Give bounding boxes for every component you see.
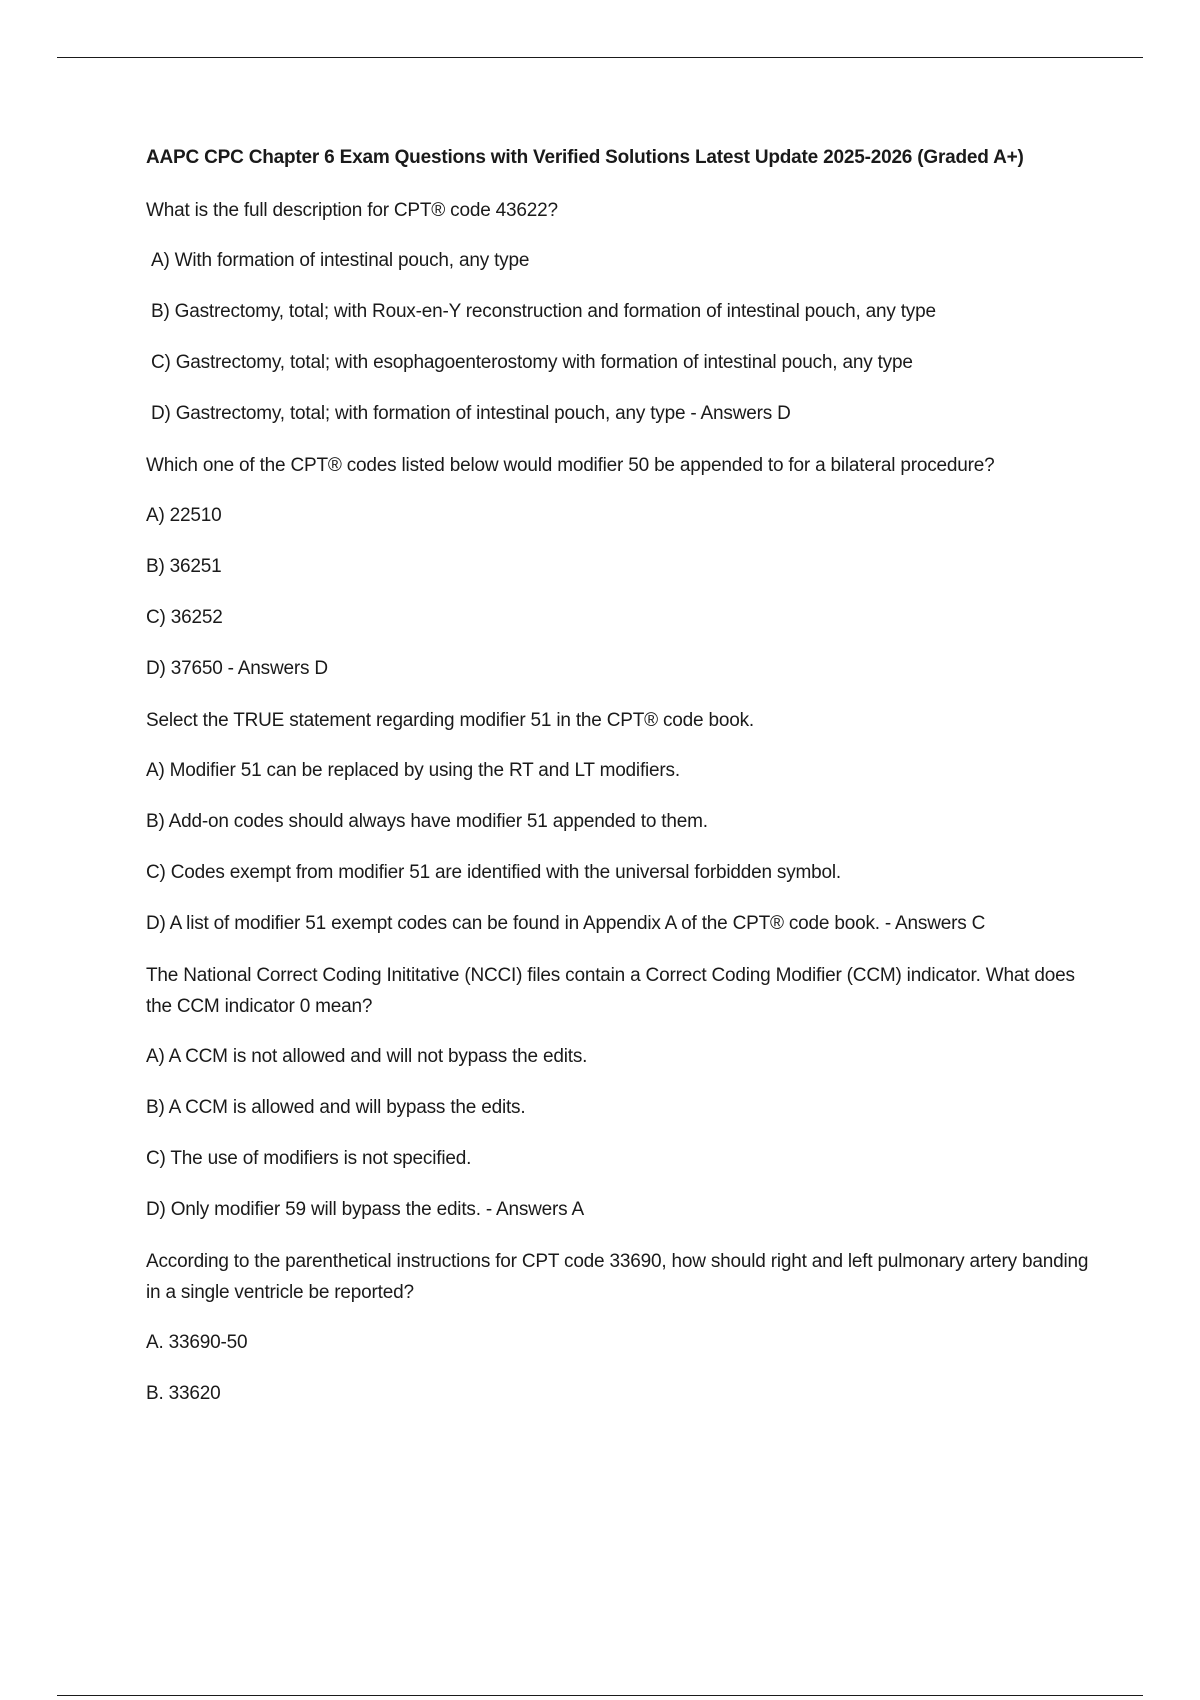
answer-option: D) A list of modifier 51 exempt codes can be found in Appendix A of the CPT® code book. - Answers C (146, 913, 986, 934)
answer-option: A) Modifier 51 can be replaced by using the RT and LT modifiers. (146, 760, 680, 781)
answer-option: C) Codes exempt from modifier 51 are identified with the universal forbidden symbol. (146, 862, 841, 883)
answer-option: B) 36251 (146, 556, 222, 577)
answer-option: A) With formation of intestinal pouch, any type (151, 250, 530, 271)
answer-option: D) 37650 - Answers D (146, 658, 328, 679)
document-title: AAPC CPC Chapter 6 Exam Questions with Verified Solutions Latest Update 2025-2026 (Graded A+) (146, 147, 1024, 168)
answer-option: C) The use of modifiers is not specified. (146, 1148, 472, 1169)
question-text: What is the full description for CPT® code 43622? (146, 200, 558, 221)
answer-option: B) A CCM is allowed and will bypass the edits. (146, 1097, 526, 1118)
answer-option: A) A CCM is not allowed and will not bypass the edits. (146, 1046, 588, 1067)
question-text: Which one of the CPT® codes listed below would modifier 50 be appended to for a bilateral procedure? (146, 455, 995, 476)
question-text: Select the TRUE statement regarding modifier 51 in the CPT® code book. (146, 710, 754, 731)
answer-option: A. 33690-50 (146, 1332, 248, 1353)
answer-option: B) Gastrectomy, total; with Roux-en-Y reconstruction and formation of intestinal pouch, any type (151, 301, 936, 322)
answer-option: C) Gastrectomy, total; with esophagoenterostomy with formation of intestinal pouch, any type (151, 352, 913, 373)
question-text: According to the parenthetical instructions for CPT code 33690, how should right and left pulmonary artery banding in a single ventricle be reported? (146, 1251, 1089, 1303)
answer-option: C) 36252 (146, 607, 223, 628)
answer-option: A) 22510 (146, 505, 222, 526)
answer-option: D) Only modifier 59 will bypass the edits. - Answers A (146, 1199, 584, 1220)
answer-option: B. 33620 (146, 1383, 221, 1404)
answer-option: D) Gastrectomy, total; with formation of intestinal pouch, any type - Answers D (151, 403, 791, 424)
document-body (146, 143, 1096, 1430)
question-text: The National Correct Coding Inititative (NCCI) files contain a Correct Coding Modifier (CCM) indicator. What does the CCM indicator 0 mean? (146, 965, 1075, 1017)
answer-option: B) Add-on codes should always have modifier 51 appended to them. (146, 811, 708, 832)
bottom-rule (57, 1695, 1143, 1696)
top-rule (57, 57, 1143, 58)
